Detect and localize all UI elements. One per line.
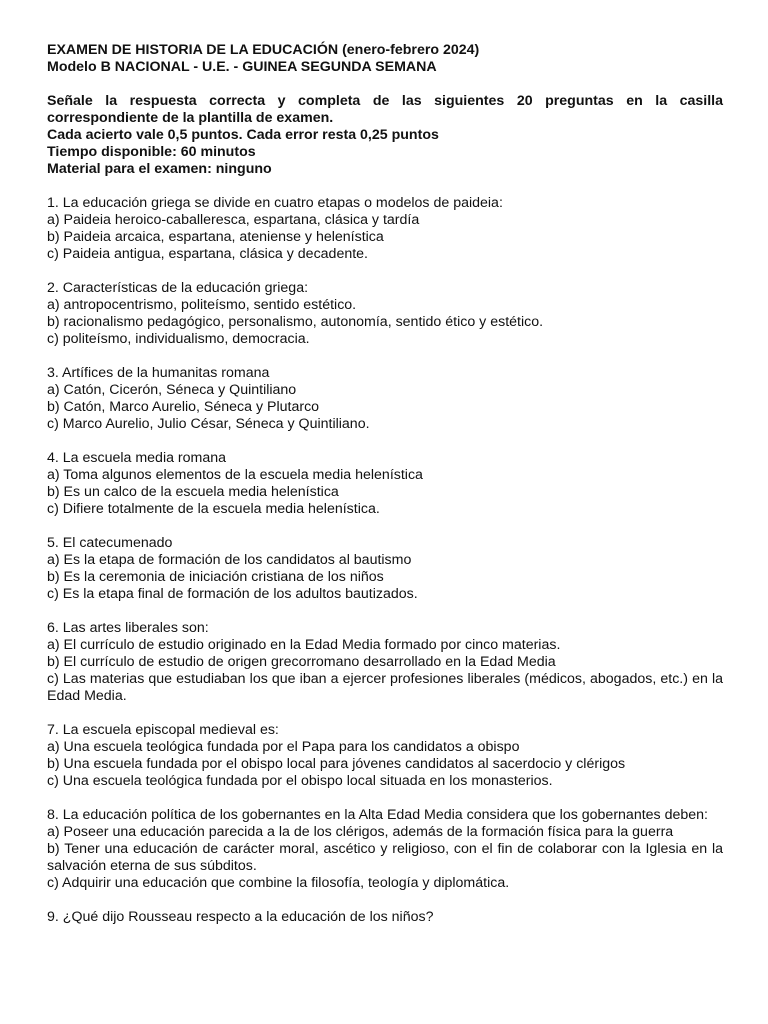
option-b: b) Es un calco de la escuela media helenística [47,484,339,500]
option-b: b) Una escuela fundada por el obispo local para jóvenes candidatos al sacerdocio y clérigos [47,756,626,772]
exam-title: EXAMEN DE HISTORIA DE LA EDUCACIÓN (enero-febrero 2024) [47,42,480,58]
option-b: b) Tener una educación de carácter moral, ascético y religioso, con el fin de colaborar con la Iglesia en la salvación eterna de sus súbditos. [47,841,723,874]
question-5 [47,535,723,603]
option-a: a) antropocentrismo, politeísmo, sentido estético. [47,297,357,313]
question-8 [47,807,723,892]
option-b: b) El currículo de estudio de origen grecorromano desarrollado en la Edad Media [47,654,556,670]
question-stem: 3. Artífices de la humanitas romana [47,365,270,381]
question-6 [47,620,723,705]
option-b: b) Catón, Marco Aurelio, Séneca y Plutarco [47,399,320,415]
option-c: c) politeísmo, individualismo, democracia. [47,331,310,347]
question-3 [47,365,723,433]
question-stem: 1. La educación griega se divide en cuatro etapas o modelos de paideia: [47,195,503,211]
question-stem: 2. Características de la educación griega: [47,280,309,296]
question-stem: 7. La escuela episcopal medieval es: [47,722,279,738]
option-c: c) Adquirir una educación que combine la filosofía, teología y diplomática. [47,875,510,891]
question-1 [47,195,723,263]
question-stem: 8. La educación política de los gobernantes en la Alta Edad Media considera que los gobernantes deben: [47,807,708,823]
option-c: c) Marco Aurelio, Julio César, Séneca y Quintiliano. [47,416,370,432]
option-a: a) Poseer una educación parecida a la de los clérigos, además de la formación física para la guerra [47,824,674,840]
question-7 [47,722,723,790]
option-c: c) Paideia antigua, espartana, clásica y decadente. [47,246,368,262]
option-c: c) Difiere totalmente de la escuela media helenística. [47,501,380,517]
exam-header [47,42,723,76]
option-a: a) Toma algunos elementos de la escuela media helenística [47,467,423,483]
exam-instructions [47,93,723,178]
option-c: c) Una escuela teológica fundada por el obispo local situada en los monasterios. [47,773,553,789]
option-a: a) Paideia heroico-caballeresca, espartana, clásica y tardía [47,212,420,228]
instructions-material: Material para el examen: ninguno [47,161,272,177]
exam-subtitle: Modelo B NACIONAL - U.E. - GUINEA SEGUNDA SEMANA [47,59,437,75]
instructions-time: Tiempo disponible: 60 minutos [47,144,256,160]
question-stem: 9. ¿Qué dijo Rousseau respecto a la educación de los niños? [47,909,434,925]
option-b: b) Es la ceremonia de iniciación cristiana de los niños [47,569,384,585]
question-9 [47,909,723,926]
question-stem: 4. La escuela media romana [47,450,227,466]
question-2 [47,280,723,348]
exam-page [47,42,723,926]
option-a: a) Es la etapa de formación de los candidatos al bautismo [47,552,412,568]
question-4 [47,450,723,518]
option-b: b) Paideia arcaica, espartana, ateniense y helenística [47,229,384,245]
instructions-scoring: Cada acierto vale 0,5 puntos. Cada error resta 0,25 puntos [47,127,439,143]
option-a: a) Una escuela teológica fundada por el Papa para los candidatos a obispo [47,739,520,755]
option-c: c) Las materias que estudiaban los que iban a ejercer profesiones liberales (médicos, abogados, etc.) en la Edad Media. [47,671,723,704]
option-c: c) Es la etapa final de formación de los adultos bautizados. [47,586,418,602]
instructions-main: Señale la respuesta correcta y completa de las siguientes 20 preguntas en la casilla correspondiente de la plantilla de examen. [47,93,723,126]
option-b: b) racionalismo pedagógico, personalismo, autonomía, sentido ético y estético. [47,314,544,330]
question-stem: 5. El catecumenado [47,535,173,551]
option-a: a) El currículo de estudio originado en la Edad Media formado por cinco materias. [47,637,561,653]
option-a: a) Catón, Cicerón, Séneca y Quintiliano [47,382,297,398]
question-stem: 6. Las artes liberales son: [47,620,209,636]
